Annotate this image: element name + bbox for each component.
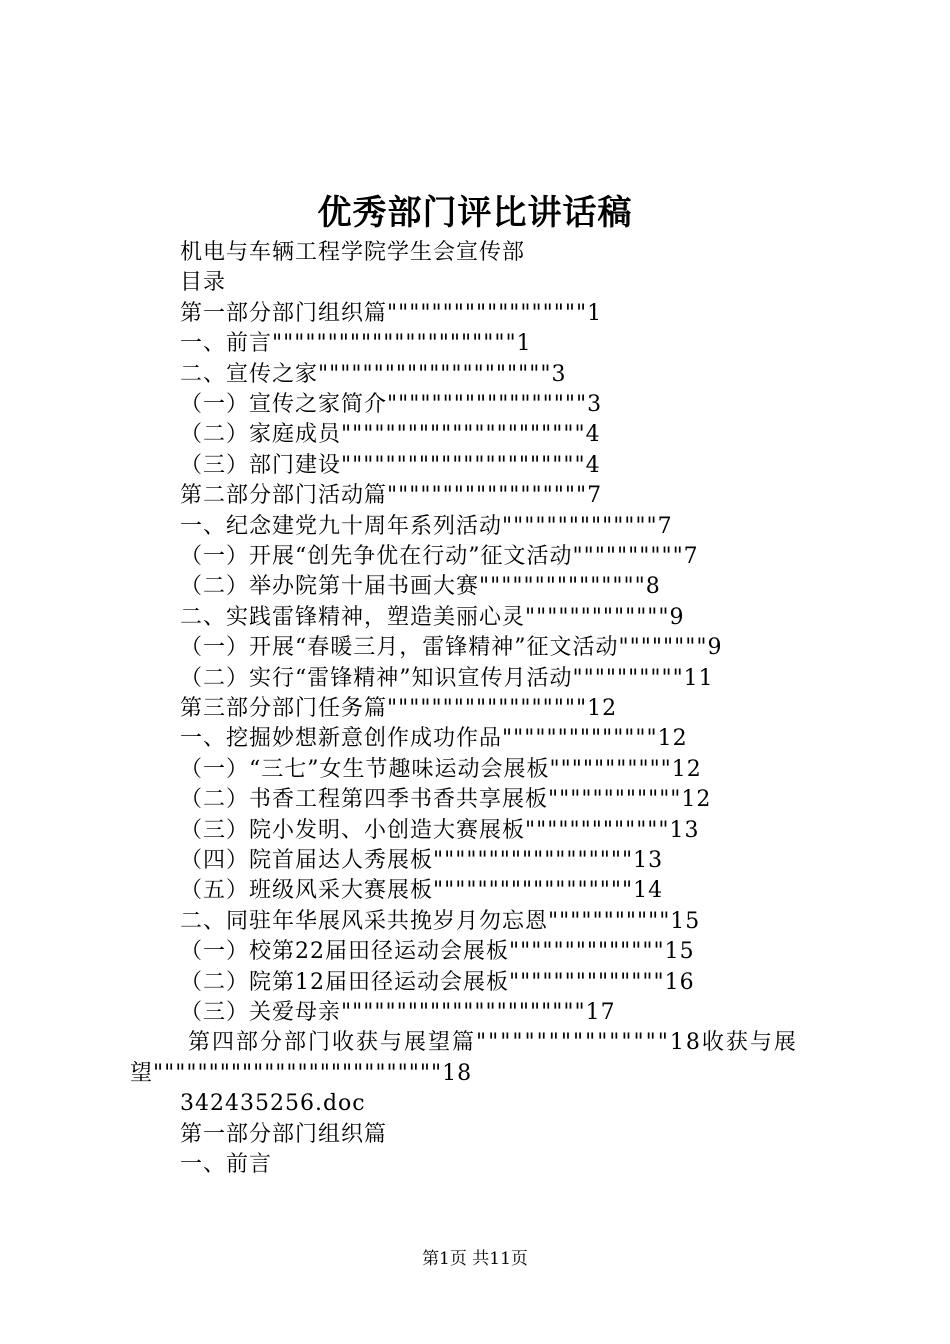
- toc-entry: （五）班级风采大赛展板""""""""""""""""""14: [180, 878, 664, 903]
- toc-entry: （一）“三七”女生节趣味运动会展板"""""""""""12: [180, 757, 702, 782]
- toc-entry: 一、纪念建党九十周年系列活动""""""""""""""7: [180, 514, 673, 539]
- toc-entry: （二）院第12届田径运动会展板""""""""""""""16: [180, 970, 695, 995]
- toc-entry: 二、同驻年华展风采共挽岁月勿忘恩"""""""""""15: [180, 909, 701, 934]
- toc-entry: 第一部分部门组织篇""""""""""""""""""1: [180, 301, 603, 326]
- toc-entry: （一）开展“创先争优在行动”征文活动""""""""""7: [180, 544, 699, 569]
- toc-entry: （三）部门建设""""""""""""""""""""""4: [180, 453, 601, 478]
- text-line: 目录: [180, 270, 227, 295]
- toc-entry: 一、挖掘妙想新意创作成功作品""""""""""""""12: [180, 726, 688, 751]
- toc-entry: （二）书香工程第四季书香共享展板""""""""""""12: [180, 787, 712, 812]
- toc-entry: 一、前言""""""""""""""""""""""1: [180, 331, 532, 356]
- text-line: 机电与车辆工程学院学生会宣传部: [180, 240, 526, 265]
- toc-entry: （一）校第22届田径运动会展板""""""""""""""15: [180, 939, 695, 964]
- toc-entry: 第三部分部门任务篇""""""""""""""""""12: [180, 696, 618, 721]
- toc-entry: 第四部分部门收获与展望篇""""""""""""""""18收获与展: [188, 1030, 798, 1055]
- toc-entry: （三）院小发明、小创造大赛展板"""""""""""""13: [180, 818, 700, 843]
- document-title: 优秀部门评比讲话稿: [317, 193, 633, 233]
- section-heading: 一、前言: [180, 1152, 273, 1177]
- toc-entry: （一）宣传之家简介""""""""""""""""""3: [180, 392, 603, 417]
- toc-entry-continued: 望""""""""""""""""""""""""""18: [130, 1061, 473, 1086]
- toc-entry: 二、实践雷锋精神，塑造美丽心灵"""""""""""""9: [180, 605, 685, 630]
- toc-entry: （一）开展“春暖三月，雷锋精神”征文活动""""""""9: [180, 635, 723, 660]
- text-line: 342435256.doc: [180, 1091, 366, 1116]
- toc-entry: （二）实行“雷锋精神”知识宣传月活动""""""""""11: [180, 666, 714, 691]
- section-heading: 第一部分部门组织篇: [180, 1122, 388, 1147]
- toc-entry: （二）家庭成员""""""""""""""""""""""4: [180, 422, 601, 447]
- toc-entry: （二）举办院第十届书画大赛"""""""""""""""8: [180, 574, 661, 599]
- toc-entry: （四）院首届达人秀展板""""""""""""""""""13: [180, 848, 664, 873]
- page-footer: 第1页 共11页: [422, 1249, 528, 1269]
- toc-entry: 二、宣传之家"""""""""""""""""""""3: [180, 362, 567, 387]
- toc-entry: 第二部分部门活动篇""""""""""""""""""7: [180, 483, 603, 508]
- toc-entry: （三）关爱母亲""""""""""""""""""""""17: [180, 1000, 616, 1025]
